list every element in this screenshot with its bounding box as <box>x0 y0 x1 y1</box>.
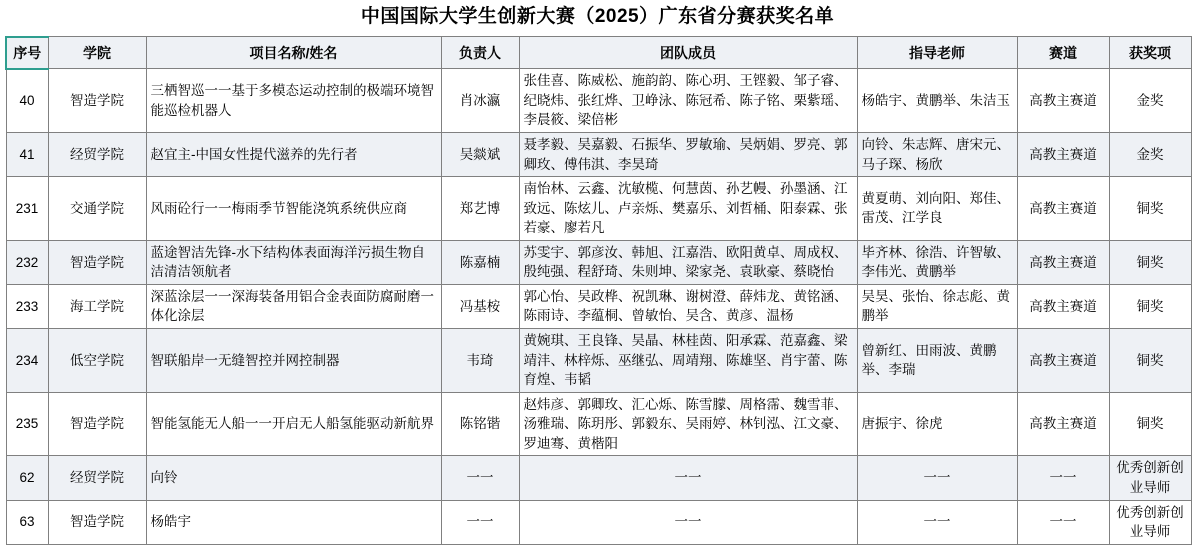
table-row <box>6 284 1191 328</box>
award-list-table <box>5 36 1192 545</box>
cell-team: 赵炜彦、郭卿玫、汇心烁、陈雪朦、周格霈、魏雪菲、汤雅瑞、陈玥彤、郭毅东、吴雨婷、林钊泓、江文豪、罗迪骞、黄楷阳 <box>519 392 857 456</box>
cell-college: 智造学院 <box>48 392 146 456</box>
cell-teacher: 唐振宇、徐虎 <box>857 392 1017 456</box>
cell-seq: 233 <box>6 284 48 328</box>
cell-seq: 40 <box>6 69 48 133</box>
cell-award: 铜奖 <box>1109 329 1191 393</box>
column-header-leader: 负责人 <box>441 37 519 69</box>
cell-leader: 陈嘉楠 <box>441 240 519 284</box>
cell-project: 智联船岸一无缝智控并网控制器 <box>146 329 441 393</box>
cell-team: 聂孝毅、吴嘉毅、石振华、罗敏瑜、吴炳娟、罗亮、郭卿玫、傅伟淇、李昊琦 <box>519 132 857 176</box>
cell-seq: 232 <box>6 240 48 284</box>
cell-leader: 陈铭锴 <box>441 392 519 456</box>
table-row <box>6 500 1191 544</box>
table-header <box>6 37 1191 69</box>
column-header-team: 团队成员 <box>519 37 857 69</box>
cell-seq: 41 <box>6 132 48 176</box>
cell-team: 苏雯宇、郭彦汝、韩旭、江嘉浩、欧阳黄卓、周成权、殷纯强、程舒琦、朱则坤、梁家尧、袁耿豪、蔡晓怡 <box>519 240 857 284</box>
column-header-teacher: 指导老师 <box>857 37 1017 69</box>
cell-college: 智造学院 <box>48 69 146 133</box>
table-header-row <box>6 37 1191 69</box>
table-row <box>6 329 1191 393</box>
cell-track: 高教主赛道 <box>1017 177 1109 241</box>
cell-college: 智造学院 <box>48 500 146 544</box>
cell-project: 深蓝涂层一一深海装备用铝合金表面防腐耐磨一体化涂层 <box>146 284 441 328</box>
cell-teacher: 一一 <box>857 500 1017 544</box>
cell-award: 金奖 <box>1109 132 1191 176</box>
cell-team: 黄婉琪、王良锋、吴晶、林桂茵、阳承霖、范嘉鑫、梁靖沣、林梓烁、巫继弘、周靖翔、陈雄坚、肖宇蕾、陈育煌、韦韬 <box>519 329 857 393</box>
cell-award: 优秀创新创业导师 <box>1109 500 1191 544</box>
page-title: 中国国际大学生创新大赛（2025）广东省分赛获奖名单 <box>360 6 835 27</box>
cell-team: 一一 <box>519 500 857 544</box>
cell-leader: 一一 <box>441 456 519 500</box>
cell-leader: 肖冰瀛 <box>441 69 519 133</box>
cell-teacher: 吴昊、张怡、徐志彪、黄鹏举 <box>857 284 1017 328</box>
cell-teacher: 杨皓宇、黄鹏举、朱洁玉 <box>857 69 1017 133</box>
cell-team: 张佳喜、陈威松、施韵韵、陈心玥、王铿毅、邹子睿、纪晓炜、张红烨、卫峥泳、陈冠希、陈子铭、栗紫瑶、李晨筱、梁倍彬 <box>519 69 857 133</box>
cell-teacher: 毕齐林、徐浩、许智敏、李伟光、黄鹏举 <box>857 240 1017 284</box>
cell-seq: 62 <box>6 456 48 500</box>
cell-college: 经贸学院 <box>48 132 146 176</box>
cell-track: 高教主赛道 <box>1017 69 1109 133</box>
cell-team: 一一 <box>519 456 857 500</box>
cell-seq: 235 <box>6 392 48 456</box>
cell-project: 蓝途智洁先锋-水下结构体表面海洋污损生物自洁清洁领航者 <box>146 240 441 284</box>
cell-college: 海工学院 <box>48 284 146 328</box>
table-body <box>6 69 1191 544</box>
cell-team: 郭心怡、吴政桦、祝凯琳、谢树澄、薛炜龙、黄铭涵、陈雨诗、李蕴桐、曾敏怡、吴含、黄彦、温杨 <box>519 284 857 328</box>
cell-track: 高教主赛道 <box>1017 392 1109 456</box>
cell-track: 高教主赛道 <box>1017 329 1109 393</box>
cell-track: 高教主赛道 <box>1017 240 1109 284</box>
column-header-track: 赛道 <box>1017 37 1109 69</box>
cell-seq: 231 <box>6 177 48 241</box>
cell-award: 优秀创新创业导师 <box>1109 456 1191 500</box>
cell-leader: 吴燚斌 <box>441 132 519 176</box>
cell-leader: 郑艺博 <box>441 177 519 241</box>
column-header-seq: 序号 <box>6 37 48 69</box>
cell-college: 经贸学院 <box>48 456 146 500</box>
cell-leader: 冯基桉 <box>441 284 519 328</box>
cell-project: 智能氢能无人船一一开启无人船氢能驱动新航界 <box>146 392 441 456</box>
cell-award: 金奖 <box>1109 69 1191 133</box>
cell-award: 铜奖 <box>1109 177 1191 241</box>
cell-seq: 234 <box>6 329 48 393</box>
cell-teacher: 一一 <box>857 456 1017 500</box>
cell-leader: 韦琦 <box>441 329 519 393</box>
cell-project: 赵宜主-中国女性提代滋养的先行者 <box>146 132 441 176</box>
cell-team: 南怡林、云鑫、沈敏榄、何慧茵、孙艺幔、孙墨涵、江致远、陈炫儿、卢亲烁、樊嘉乐、刘哲桶、阳泰霖、张若豪、廖若凡 <box>519 177 857 241</box>
cell-teacher: 向铃、朱志辉、唐宋元、马子琛、杨欣 <box>857 132 1017 176</box>
cell-project: 风雨砼行一一梅雨季节智能浇筑系统供应商 <box>146 177 441 241</box>
cell-award: 铜奖 <box>1109 392 1191 456</box>
table-row <box>6 132 1191 176</box>
cell-track: 一一 <box>1017 500 1109 544</box>
cell-teacher: 黄夏萌、刘向阳、郑佳、雷茂、江学良 <box>857 177 1017 241</box>
column-header-project: 项目名称/姓名 <box>146 37 441 69</box>
cell-track: 高教主赛道 <box>1017 132 1109 176</box>
column-header-college: 学院 <box>48 37 146 69</box>
cell-track: 一一 <box>1017 456 1109 500</box>
table-row <box>6 456 1191 500</box>
cell-award: 铜奖 <box>1109 284 1191 328</box>
cell-teacher: 曾新红、田雨波、黄鹏举、李瑞 <box>857 329 1017 393</box>
table-row <box>6 240 1191 284</box>
cell-project: 杨皓宇 <box>146 500 441 544</box>
table-row <box>6 69 1191 133</box>
cell-track: 高教主赛道 <box>1017 284 1109 328</box>
column-header-award: 获奖项 <box>1109 37 1191 69</box>
cell-seq: 63 <box>6 500 48 544</box>
cell-leader: 一一 <box>441 500 519 544</box>
cell-college: 交通学院 <box>48 177 146 241</box>
cell-project: 三栖智巡一一基于多模态运动控制的极端环境智能巡检机器人 <box>146 69 441 133</box>
cell-award: 铜奖 <box>1109 240 1191 284</box>
cell-college: 低空学院 <box>48 329 146 393</box>
cell-project: 向铃 <box>146 456 441 500</box>
table-row <box>6 392 1191 456</box>
cell-college: 智造学院 <box>48 240 146 284</box>
table-row <box>6 177 1191 241</box>
